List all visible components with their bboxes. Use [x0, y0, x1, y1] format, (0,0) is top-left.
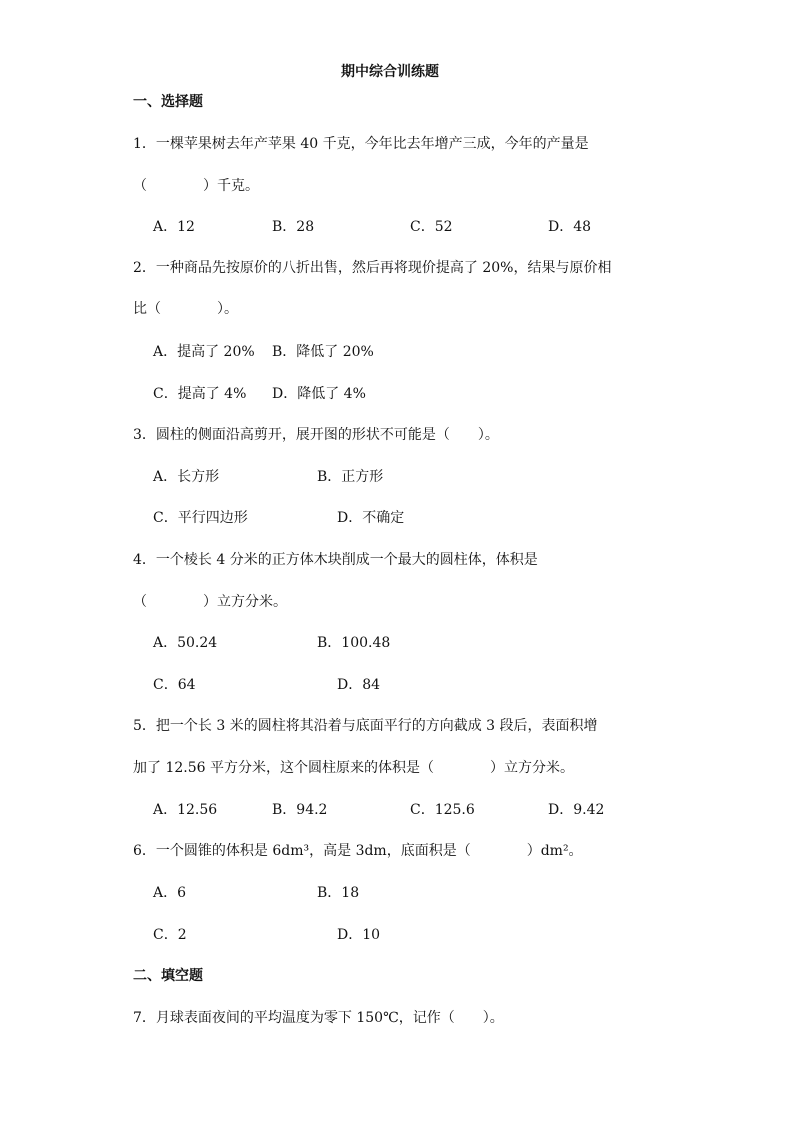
q6-option-d: D．10: [337, 927, 381, 943]
q5-option-c: C．125.6: [410, 802, 475, 818]
q5-option-b: B．94.2: [272, 802, 328, 818]
question-6-text: 6．一个圆锥的体积是 6dm³，高是 3dm，底面积是（ ）dm²。: [133, 843, 583, 859]
section-heading-fill: 二、填空题: [133, 968, 203, 984]
question-2-text: 2．一种商品先按原价的八折出售，然后再将现价提高了 20%，结果与原价相: [133, 260, 612, 276]
q2-option-b: B．降低了 20%: [272, 344, 374, 360]
q1-option-a: A．12: [153, 219, 195, 235]
q1-option-c: C．52: [410, 219, 453, 235]
q5-option-a: A．12.56: [153, 802, 218, 818]
q5-option-d: D．9.42: [548, 802, 605, 818]
q6-option-b: B．18: [317, 885, 360, 901]
q3-option-d: D．不确定: [337, 510, 405, 526]
question-3-text: 3．圆柱的侧面沿高剪开，展开图的形状不可能是（ ）。: [133, 427, 499, 443]
question-4-text-cont: （ ）立方分米。: [133, 594, 287, 610]
q2-option-c: C．提高了 4%: [153, 386, 247, 402]
q1-option-d: D．48: [548, 219, 592, 235]
question-1-text: 1．一棵苹果树去年产苹果 40 千克，今年比去年增产三成，今年的产量是: [133, 136, 589, 152]
q4-option-a: A．50.24: [153, 635, 218, 651]
q4-option-b: B．100.48: [317, 635, 391, 651]
section-heading-choice: 一、选择题: [133, 94, 203, 110]
q1-option-b: B．28: [272, 219, 315, 235]
question-7-text: 7．月球表面夜间的平均温度为零下 150℃，记作（ ）。: [133, 1010, 504, 1026]
q2-option-a: A．提高了 20%: [153, 344, 255, 360]
question-2-text-cont: 比（ ）。: [133, 301, 238, 317]
page-title: 期中综合训练题: [341, 64, 439, 80]
q3-option-b: B．正方形: [317, 469, 384, 485]
question-5-text: 5．把一个长 3 米的圆柱将其沿着与底面平行的方向截成 3 段后，表面积增: [133, 718, 598, 734]
q3-option-c: C．平行四边形: [153, 510, 248, 526]
question-1-text-cont: （ ）千克。: [133, 178, 259, 194]
q2-option-d: D．降低了 4%: [272, 386, 366, 402]
q3-option-a: A．长方形: [153, 469, 220, 485]
q4-option-d: D．84: [337, 677, 381, 693]
question-5-text-cont: 加了 12.56 平方分米，这个圆柱原来的体积是（ ）立方分米。: [133, 760, 574, 776]
q6-option-a: A．6: [153, 885, 187, 901]
q4-option-c: C．64: [153, 677, 196, 693]
q6-option-c: C．2: [153, 927, 187, 943]
question-4-text: 4．一个棱长 4 分米的正方体木块削成一个最大的圆柱体，体积是: [133, 552, 538, 568]
